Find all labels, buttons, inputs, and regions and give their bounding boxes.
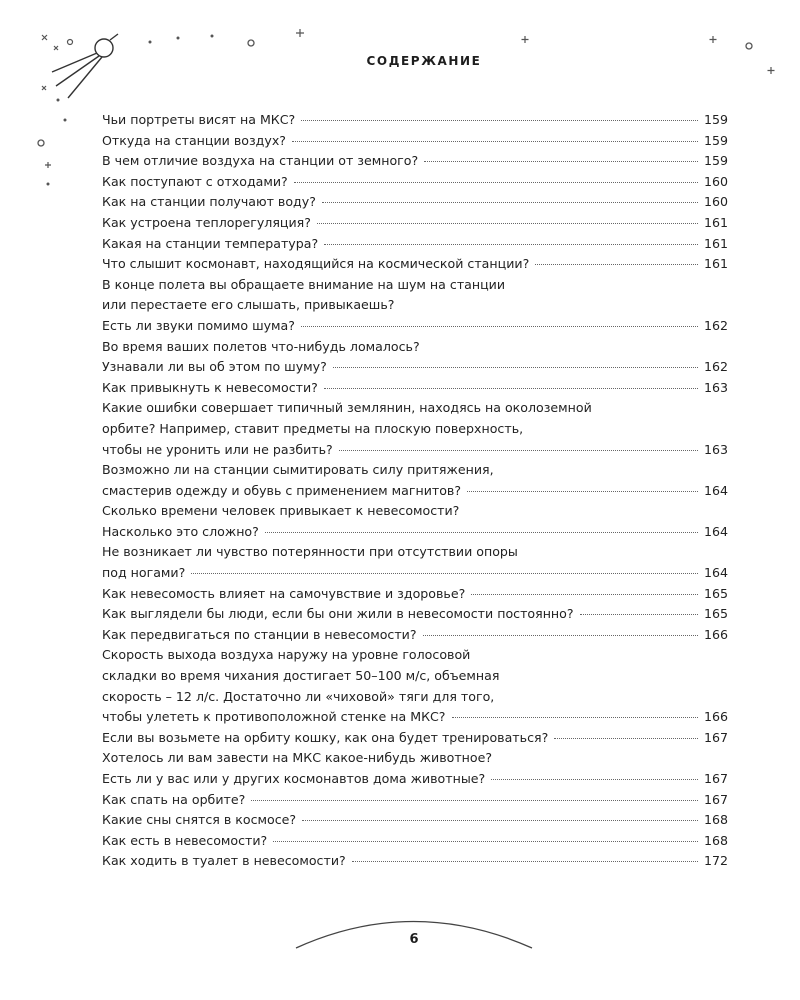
toc-entry-text: Как передвигаться по станции в невесомости?	[102, 626, 417, 642]
toc-title: СОДЕРЖАНИЕ	[366, 54, 482, 68]
toc-entry-text: Сколько времени человек привыкает к невесомости?	[102, 503, 460, 519]
toc-entry[interactable]	[102, 460, 728, 501]
toc-entry-text: Скорость выхода воздуха наружу на уровне голосовой	[102, 647, 471, 663]
dot-leader	[580, 613, 698, 615]
toc-page-number: 159	[703, 153, 728, 169]
toc-entry[interactable]	[102, 213, 728, 234]
toc-entry-text: Как поступают с отходами?	[102, 173, 288, 189]
toc-entry-text: или перестаете его слышать, привыкаешь?	[102, 297, 395, 313]
toc-entry[interactable]	[102, 378, 728, 399]
toc-entry-text: Какая на станции температура?	[102, 235, 319, 251]
toc-page-number: 168	[703, 832, 728, 848]
toc-entry-text: Не возникает ли чувство потерянности при отсутствии опоры	[102, 544, 518, 560]
toc-page-number: 159	[703, 112, 728, 127]
toc-page-number: 167	[703, 791, 728, 807]
toc-page-number: 161	[703, 235, 728, 251]
toc-entry[interactable]	[102, 831, 728, 852]
toc-entry[interactable]	[102, 398, 728, 460]
dot-leader	[491, 778, 698, 780]
toc-entry[interactable]	[102, 584, 728, 605]
toc-page-number: 172	[703, 853, 728, 869]
toc-entry-text: смастерив одежду и обувь с применением магнитов?	[102, 482, 462, 498]
toc-entry[interactable]	[102, 542, 728, 583]
toc-page-number: 164	[703, 523, 728, 539]
dot-leader	[302, 819, 698, 821]
dot-leader	[317, 222, 698, 224]
toc-entry-text: орбите? Например, ставит предметы на плоскую поверхность,	[102, 420, 524, 436]
toc-page-number: 163	[703, 379, 728, 395]
dot-leader	[554, 737, 698, 739]
toc-entry-text: Какие сны снятся в космосе?	[102, 812, 297, 828]
toc-page-number: 161	[703, 256, 728, 272]
toc-entry[interactable]	[102, 748, 728, 789]
toc-entry[interactable]	[102, 337, 728, 378]
toc-entry-text: Как привыкнуть к невесомости?	[102, 379, 318, 395]
toc-page-number: 159	[703, 132, 728, 148]
toc-entry[interactable]	[102, 131, 728, 152]
toc-entry[interactable]	[102, 604, 728, 625]
toc-entry-text: Насколько это сложно?	[102, 523, 259, 539]
toc-page-number: 167	[703, 729, 728, 745]
toc-entry-text: Как спать на орбите?	[102, 791, 246, 807]
toc-page-number: 167	[703, 771, 728, 786]
toc-entry[interactable]	[102, 172, 728, 193]
toc-page-number: 168	[703, 812, 728, 828]
dot-leader	[324, 387, 698, 389]
toc-entry[interactable]	[102, 851, 728, 872]
toc-page-number: 164	[703, 565, 728, 581]
toc-entry-text: Хотелось ли вам завести на МКС какое-нибудь животное?	[102, 750, 493, 766]
dot-leader	[301, 119, 698, 121]
toc-entry[interactable]	[102, 254, 728, 275]
dot-leader	[423, 634, 698, 636]
dot-leader	[424, 160, 698, 162]
toc-entry-text: скорость – 12 л/с. Достаточно ли «чиховой» тяги для того,	[102, 688, 495, 704]
toc-entry-text: Какие ошибки совершает типичный землянин, находясь на околоземной	[102, 400, 592, 416]
toc-page-number: 166	[703, 626, 728, 642]
toc-entry-text: Узнавали ли вы об этом по шуму?	[102, 359, 327, 375]
toc-entry[interactable]	[102, 151, 728, 172]
toc-entry-text: чтобы улететь к противоположной стенке на МКС?	[102, 709, 446, 725]
dot-leader	[301, 325, 698, 327]
toc-entry-text: В чем отличие воздуха на станции от земного?	[102, 153, 419, 169]
toc-page-number: 160	[703, 173, 728, 189]
toc-page-number: 166	[703, 709, 728, 725]
toc-entry-text: В конце полета вы обращаете внимание на шум на станции	[102, 276, 506, 292]
toc-page-number: 162	[703, 317, 728, 333]
toc-entry-text: чтобы не уронить или не разбить?	[102, 441, 333, 457]
toc-entry-text: Как невесомость влияет на самочувствие и здоровье?	[102, 585, 466, 601]
dot-leader	[273, 840, 698, 842]
toc-entry-text: Как на станции получают воду?	[102, 194, 316, 210]
toc-page-number: 165	[703, 585, 728, 601]
dot-leader	[322, 201, 698, 203]
toc-entry-text: Что слышит космонавт, находящийся на космической станции?	[102, 256, 530, 272]
dot-leader	[352, 860, 698, 862]
toc-entry[interactable]	[102, 728, 728, 749]
dot-leader	[452, 716, 699, 718]
toc-entry-text: Как есть в невесомости?	[102, 832, 268, 848]
dot-leader	[467, 490, 698, 492]
toc-page-number: 161	[703, 214, 728, 230]
dot-leader	[339, 449, 698, 451]
toc-entry-text: под ногами?	[102, 565, 186, 581]
toc-entry[interactable]	[102, 501, 728, 542]
page-number: 6	[409, 932, 419, 947]
toc-page-number: 163	[703, 441, 728, 457]
toc-page-number: 160	[703, 194, 728, 210]
toc-entry-text: Как выглядели бы люди, если бы они жили в невесомости постоянно?	[102, 606, 574, 622]
toc-entry-text: Возможно ли на станции сымитировать силу притяжения,	[102, 462, 494, 478]
toc-entry[interactable]	[102, 110, 728, 131]
toc-page-number: 164	[703, 482, 728, 498]
dot-leader	[294, 181, 698, 183]
dot-leader	[324, 243, 698, 245]
toc-entry[interactable]	[102, 275, 728, 337]
toc-entry[interactable]	[102, 625, 728, 646]
table-of-contents	[102, 110, 728, 872]
dot-leader	[535, 263, 698, 265]
dot-leader	[292, 140, 698, 142]
toc-entry[interactable]	[102, 234, 728, 255]
toc-entry-text: Если вы возьмете на орбиту кошку, как она будет тренироваться?	[102, 729, 549, 745]
dot-leader	[265, 531, 698, 533]
toc-entry[interactable]	[102, 790, 728, 811]
toc-entry[interactable]	[102, 645, 728, 727]
dot-leader	[251, 799, 698, 801]
toc-page-number: 162	[703, 359, 728, 375]
toc-entry-text: Есть ли у вас или у других космонавтов дома животные?	[102, 771, 486, 786]
toc-entry-text: Как устроена теплорегуляция?	[102, 214, 311, 230]
toc-page-number: 165	[703, 606, 728, 622]
toc-entry-text: Есть ли звуки помимо шума?	[102, 317, 295, 333]
toc-entry[interactable]	[102, 192, 728, 213]
dot-leader	[471, 593, 698, 595]
dot-leader	[191, 572, 698, 574]
toc-entry-text: Чьи портреты висят на МКС?	[102, 112, 296, 127]
toc-entry[interactable]	[102, 810, 728, 831]
toc-entry-text: складки во время чихания достигает 50–100 м/с, объемная	[102, 668, 500, 684]
toc-entry-text: Во время ваших полетов что-нибудь ломалось?	[102, 338, 420, 354]
dot-leader	[333, 366, 698, 368]
toc-entry-text: Откуда на станции воздух?	[102, 132, 286, 148]
toc-entry-text: Как ходить в туалет в невесомости?	[102, 853, 346, 869]
